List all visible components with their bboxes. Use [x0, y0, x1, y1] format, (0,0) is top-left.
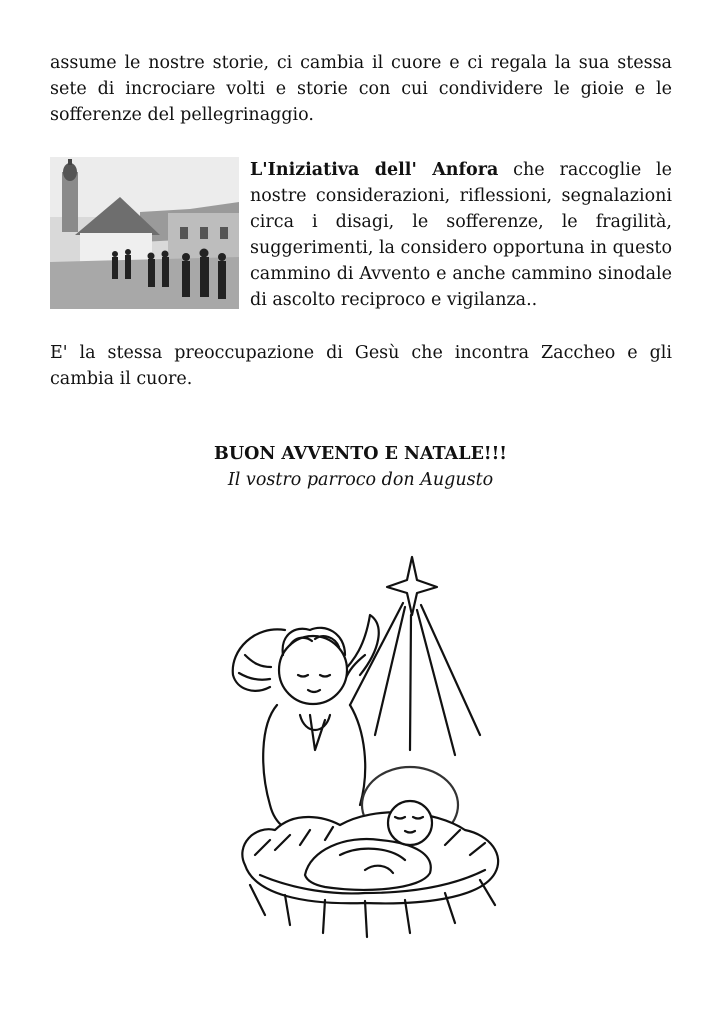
nativity-illustration: [215, 555, 515, 955]
christmas-greeting: BUON AVVENTO E NATALE!!!: [214, 444, 507, 464]
anfora-body: che raccoglie le nostre considerazioni, riflessioni, segnalazioni circa i disagi, le sofferenze, le fragilità, suggerimenti, la considero opportuna in questo cammino di Avvento e anche cammino sinodale di ascolto reciproco e vigilanza..: [250, 160, 673, 310]
intro-paragraph: assume le nostre storie, ci cambia il cuore e ci regala la sua stessa sete di incrociare volti e storie con cui condividere le gioie e le sofferenze del pellegrinaggio.: [50, 53, 672, 125]
procession-photo: [50, 157, 239, 309]
star-icon: [387, 557, 437, 615]
angel-and-child-drawing: [215, 555, 515, 955]
signature: Il vostro parroco don Augusto: [227, 470, 494, 490]
anfora-paragraph: [250, 157, 672, 313]
anfora-title: L'Iniziativa dell' Anfora: [250, 160, 499, 180]
closing-paragraph: E' la stessa preoccupazione di Gesù che incontra Zaccheo e gli cambia il cuore.: [50, 343, 672, 389]
procession-photo-graphic: [50, 157, 239, 309]
